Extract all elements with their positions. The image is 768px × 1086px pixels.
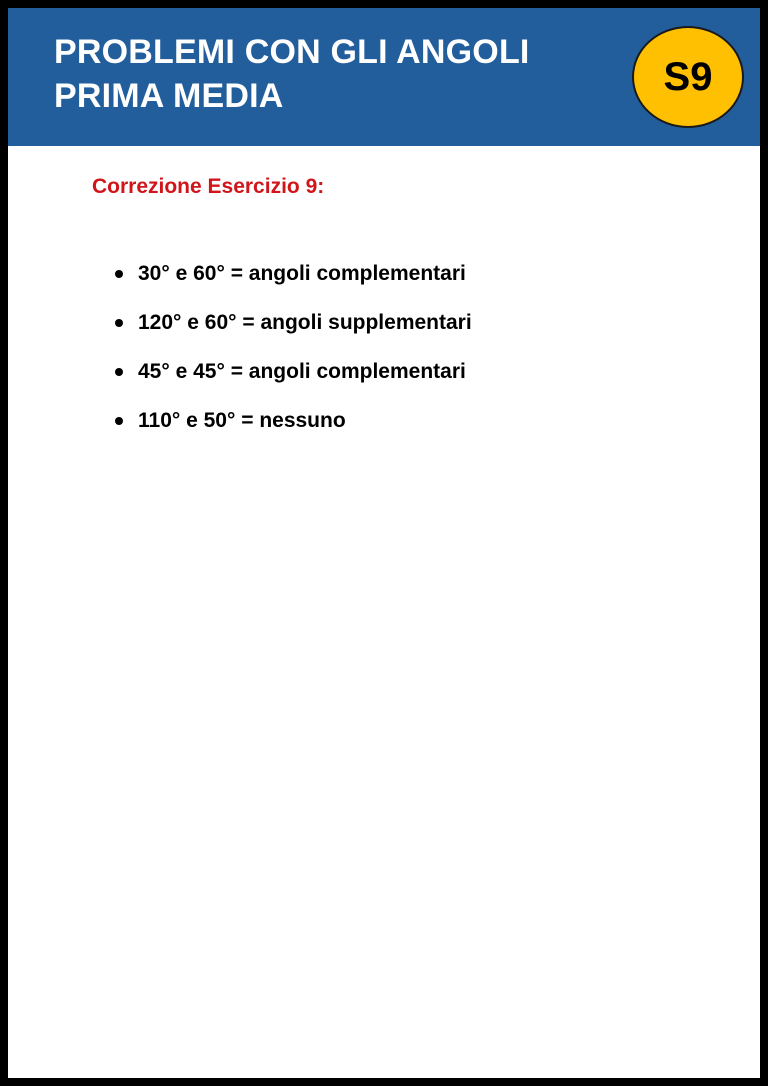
answer-item-3 [112,358,472,407]
answer-list [112,260,472,456]
answer-text: 45° e 45° = angoli complementari [138,360,466,383]
bullet-dot-icon [115,368,123,376]
page-title-line-2: PRIMA MEDIA [54,77,284,115]
bullet-dot-icon [115,417,123,425]
answer-text: 30° e 60° = angoli complementari [138,262,466,285]
header-band [8,8,760,146]
answer-text: 110° e 50° = nessuno [138,409,346,432]
answer-item-4 [112,407,472,456]
page-title [54,30,530,118]
bullet-dot-icon [115,270,123,278]
answer-item-1 [112,260,472,309]
worksheet-code-badge: S9 [632,26,744,128]
page-title-line-1: PROBLEMI CON GLI ANGOLI [54,33,530,71]
answer-text: 120° e 60° = angoli supplementari [138,311,472,334]
answer-item-2 [112,309,472,358]
correction-heading: Correzione Esercizio 9: [92,175,325,198]
bullet-dot-icon [115,319,123,327]
